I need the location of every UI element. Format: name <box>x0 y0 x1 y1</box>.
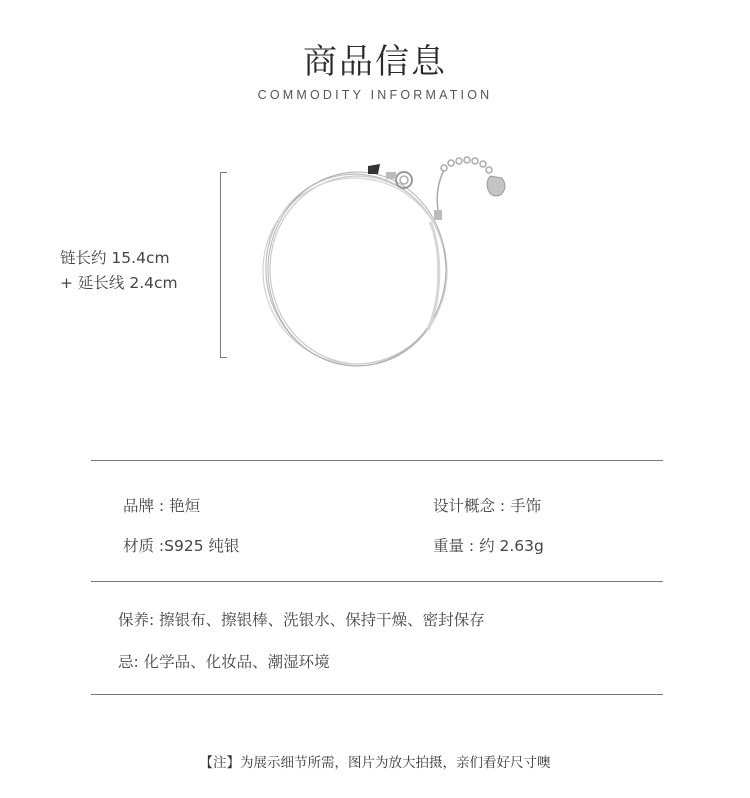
extension-length-label: + 延长线 2.4cm <box>60 274 178 292</box>
divider-middle <box>91 581 663 582</box>
weight-info: 重量 : 约 2.63g <box>433 537 544 555</box>
length-info <box>60 246 178 296</box>
brand-info: 品牌 : 艳烜 <box>123 497 201 515</box>
bracelet-photo <box>258 152 538 392</box>
page-title: 商品信息 <box>303 42 447 82</box>
design-concept-info: 设计概念 : 手饰 <box>433 497 542 515</box>
care-maintenance: 保养: 擦银布、擦银棒、洗银水、保持干燥、密封保存 <box>118 611 485 629</box>
chain-length-label: 链长约 15.4cm <box>60 249 170 267</box>
divider-bottom <box>91 694 663 695</box>
care-avoid: 忌: 化学品、化妆品、潮湿环境 <box>118 653 330 671</box>
material-info: 材质 :S925 纯银 <box>123 537 240 555</box>
footnote: 【注】为展示细节所需，图片为放大拍摄，亲们看好尺寸噢 <box>199 755 551 771</box>
page-subtitle: COMMODITY INFORMATION <box>257 88 493 102</box>
divider-top <box>91 460 663 461</box>
length-bracket <box>220 172 227 358</box>
